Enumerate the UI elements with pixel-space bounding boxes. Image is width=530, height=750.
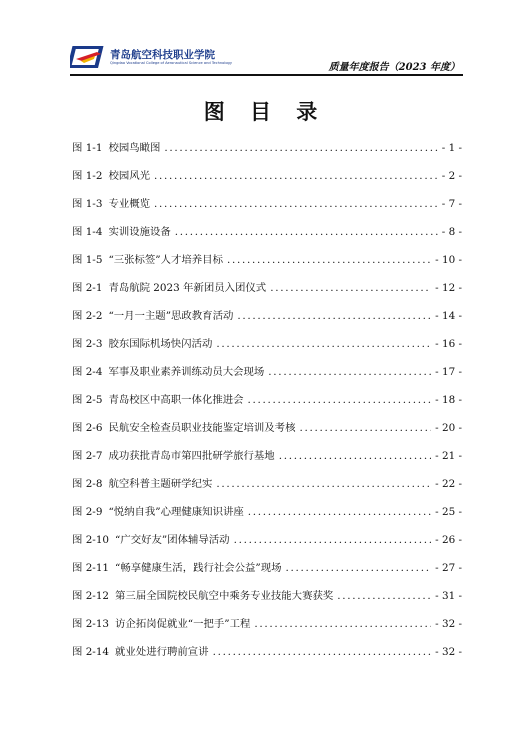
toc-entry[interactable] — [72, 281, 462, 307]
page-number: - 18 - — [435, 394, 462, 406]
figure-caption: “三张标签”人才培养目标 — [108, 254, 223, 266]
dot-leader — [337, 589, 431, 603]
dot-leader — [216, 477, 431, 491]
figure-caption: 民航安全检查员职业技能鉴定培训及考核 — [108, 422, 296, 434]
toc-entry[interactable] — [72, 477, 462, 503]
figure-number: 图 2-2 — [72, 310, 103, 322]
figure-caption: 航空科普主题研学纪实 — [108, 478, 213, 490]
page-number: - 16 - — [435, 338, 462, 350]
toc-entry[interactable] — [72, 337, 462, 363]
dot-leader — [227, 253, 431, 267]
figure-number: 图 2-1 — [72, 282, 103, 294]
figure-caption: 就业处进行聘前宣讲 — [115, 646, 209, 658]
figure-caption: 第三届全国院校民航空中乘务专业技能大赛获奖 — [115, 590, 334, 602]
page-header — [70, 44, 462, 74]
page-number: - 22 - — [435, 478, 462, 490]
toc-entry[interactable] — [72, 253, 462, 279]
page-number: - 1 - — [441, 142, 462, 154]
figure-number: 图 2-8 — [72, 478, 103, 490]
page-number: - 17 - — [435, 366, 462, 378]
page-number: - 20 - — [435, 422, 462, 434]
dot-leader — [248, 505, 431, 519]
page-number: - 32 - — [435, 646, 462, 658]
page-number: - 21 - — [435, 450, 462, 462]
dot-leader — [175, 225, 438, 239]
toc-entry[interactable] — [72, 533, 462, 559]
figure-number: 图 2-3 — [72, 338, 103, 350]
figure-caption: 军事及职业素养训练动员大会现场 — [108, 366, 265, 378]
page-number: - 25 - — [435, 506, 462, 518]
figure-caption: 青岛航院 2023 年新团员入团仪式 — [108, 282, 267, 294]
dot-leader — [234, 533, 432, 547]
dot-leader — [216, 337, 431, 351]
toc-entry[interactable] — [72, 197, 462, 223]
dot-leader — [164, 141, 437, 155]
figure-caption: “畅享健康生活，践行社会公益”现场 — [115, 562, 282, 574]
toc-entry[interactable] — [72, 505, 462, 531]
dot-leader — [154, 169, 438, 183]
dot-leader — [213, 645, 432, 659]
dot-leader — [299, 421, 431, 435]
page-number: - 27 - — [435, 562, 462, 574]
figure-caption: “悦纳自我”心理健康知识讲座 — [108, 506, 244, 518]
figure-number: 图 1-1 — [72, 142, 103, 154]
toc-entry[interactable] — [72, 169, 462, 195]
figure-caption: 成功获批青岛市第四批研学旅行基地 — [108, 450, 275, 462]
dot-leader — [270, 281, 431, 295]
figure-number: 图 1-5 — [72, 254, 103, 266]
toc-entry[interactable] — [72, 393, 462, 419]
figure-caption: “一月一主题”思政教育活动 — [108, 310, 234, 322]
figure-caption: 专业概览 — [108, 198, 150, 210]
figure-number: 图 2-6 — [72, 422, 103, 434]
figure-number: 图 2-13 — [72, 618, 110, 630]
page-number: - 10 - — [435, 254, 462, 266]
page-number: - 8 - — [441, 226, 462, 238]
figure-caption: 校园鸟瞰图 — [108, 142, 161, 154]
figure-caption: “广交好友”团体辅导活动 — [115, 534, 230, 546]
dot-leader — [286, 561, 432, 575]
toc-entry[interactable] — [72, 309, 462, 335]
figure-number: 图 2-14 — [72, 646, 110, 658]
page-number: - 7 - — [441, 198, 462, 210]
page-number: - 2 - — [441, 170, 462, 182]
header-rule — [70, 74, 463, 76]
figure-number: 图 2-5 — [72, 394, 103, 406]
page-number: - 12 - — [435, 282, 462, 294]
dot-leader — [268, 365, 431, 379]
dot-leader — [237, 309, 431, 323]
toc-entry[interactable] — [72, 617, 462, 643]
figure-caption: 实训设施设备 — [108, 226, 171, 238]
figure-number: 图 2-7 — [72, 450, 103, 462]
school-name: 青岛航空科技职业学院 — [110, 49, 215, 61]
dot-leader — [254, 617, 431, 631]
toc-entry[interactable] — [72, 141, 462, 167]
figure-caption: 校园风光 — [108, 170, 150, 182]
report-title: 质量年度报告（2023 年度） — [328, 62, 460, 73]
figure-number: 图 1-3 — [72, 198, 103, 210]
toc-entry[interactable] — [72, 589, 462, 615]
dot-leader — [248, 393, 432, 407]
toc-entry[interactable] — [72, 225, 462, 251]
dot-leader — [154, 197, 438, 211]
toc-entry[interactable] — [72, 449, 462, 475]
page-number: - 14 - — [435, 310, 462, 322]
figure-caption: 胶东国际机场快闪活动 — [108, 338, 213, 350]
figure-number: 图 2-4 — [72, 366, 103, 378]
figure-caption: 青岛校区中高职一体化推进会 — [108, 394, 244, 406]
dot-leader — [279, 449, 431, 463]
figure-number: 图 2-9 — [72, 506, 103, 518]
page-title: 图 目 录 — [203, 99, 327, 124]
figure-number: 图 1-2 — [72, 170, 103, 182]
page-number: - 32 - — [435, 618, 462, 630]
college-logo-icon — [70, 44, 106, 70]
page-number: - 26 - — [435, 534, 462, 546]
figure-number: 图 2-12 — [72, 590, 110, 602]
figure-number: 图 2-11 — [72, 562, 110, 574]
toc-entry[interactable] — [72, 645, 462, 671]
figure-number: 图 2-10 — [72, 534, 110, 546]
school-name-english: Qingdao Vocational College of Aeronautical Science and Technology — [110, 61, 232, 65]
toc-entry[interactable] — [72, 365, 462, 391]
toc-entry[interactable] — [72, 421, 462, 447]
figure-caption: 访企拓岗促就业“一把手”工程 — [115, 618, 251, 630]
page-number: - 31 - — [435, 590, 462, 602]
toc-entry[interactable] — [72, 561, 462, 587]
figure-number: 图 1-4 — [72, 226, 103, 238]
